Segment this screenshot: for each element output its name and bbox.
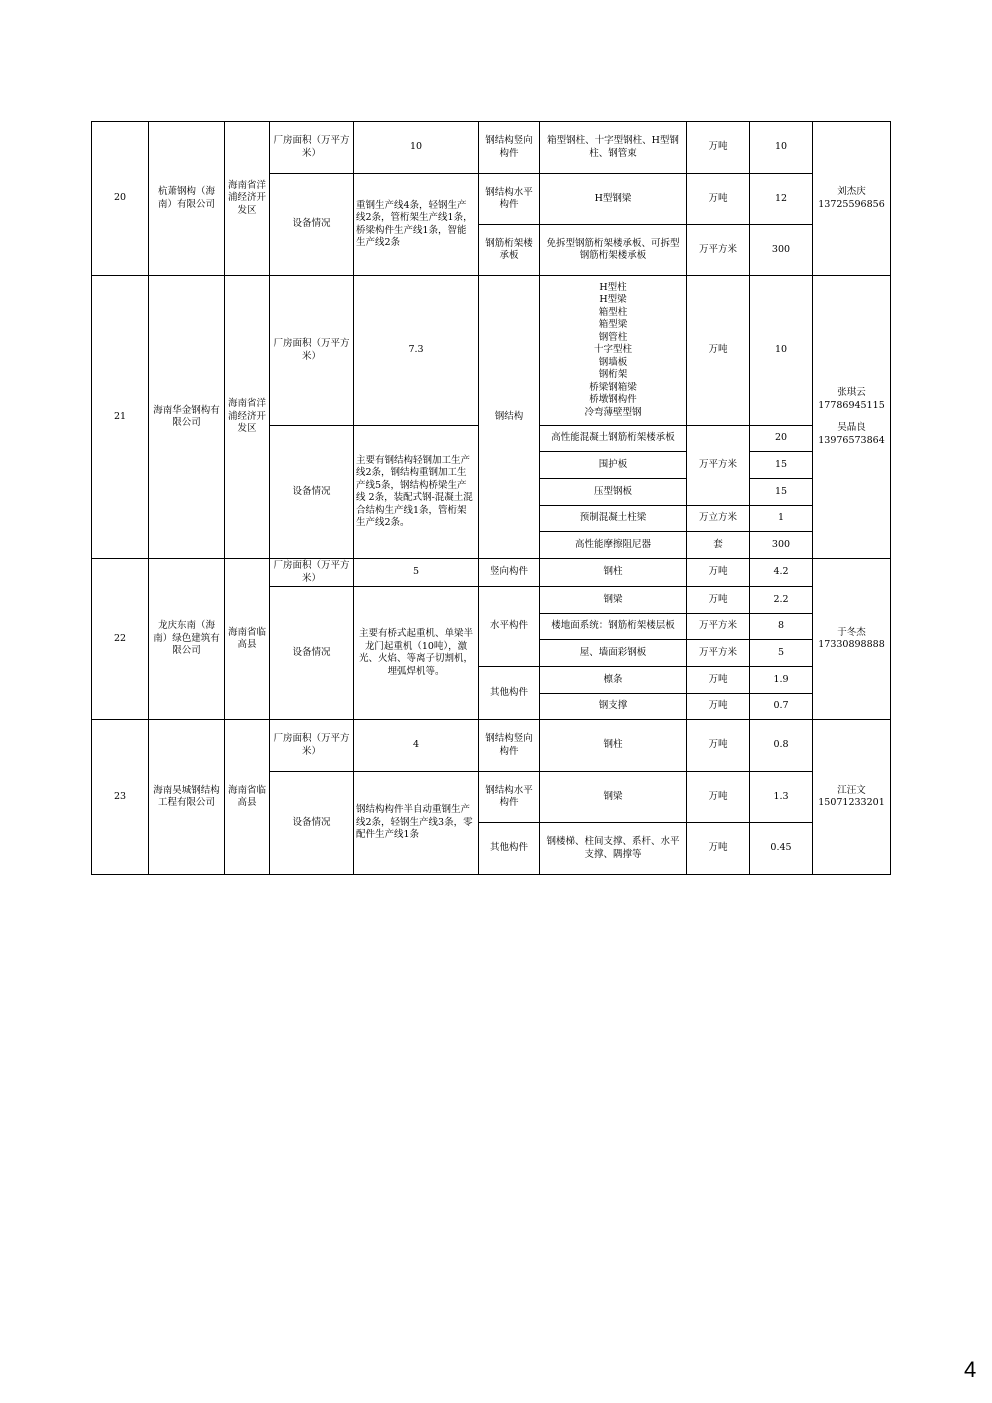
contact-phone: 13976573864: [818, 434, 885, 446]
equipment-description: 主要有桥式起重机、单梁半龙门起重机（10吨），激光、火焰、等离子切割机，埋弧焊机等。: [354, 587, 479, 720]
capacity-value: 300: [750, 225, 813, 276]
company-location: 海南省临高县: [225, 559, 270, 720]
capacity-value: 10: [750, 276, 813, 426]
product-name: 钢柱: [540, 559, 687, 587]
product-name: 箱型柱: [598, 306, 628, 318]
contact-cell: [813, 276, 891, 559]
product-name: H型梁: [599, 294, 627, 306]
capacity-unit: 万吨: [687, 276, 750, 426]
capacity-value: 2.2: [750, 587, 813, 614]
capacity-value: 15: [750, 452, 813, 479]
factory-area-value: 4: [354, 720, 479, 772]
contact-name: 江汪文: [837, 784, 866, 796]
product-category: 水平构件: [479, 587, 540, 667]
equipment-label: 设备情况: [270, 587, 354, 720]
product-name: 高性能混凝土钢筋桁架楼承板: [540, 426, 687, 452]
product-category: 钢结构水平构件: [479, 174, 540, 225]
capacity-value: 5: [750, 640, 813, 667]
equipment-description: 主要有钢结构轻钢加工生产线2条，钢结构重钢加工生产线5条，钢结构桥梁生产线 2条，装配式钢-混凝土混合结构生产线1条，管桁架生产线2条。: [354, 426, 479, 559]
company-location: 海南省临高县: [225, 720, 270, 875]
company-name: 海南昊城钢结构工程有限公司: [149, 720, 225, 875]
product-name: 压型钢板: [540, 479, 687, 506]
product-name: H型钢梁: [540, 174, 687, 225]
capacity-unit: 万平方米: [687, 426, 750, 506]
contact-name: 吴晶良: [837, 422, 866, 433]
product-category: 钢结构竖向构件: [479, 720, 540, 772]
capacity-unit: 万平方米: [687, 614, 750, 640]
capacity-unit: 套: [687, 532, 750, 559]
product-category: 钢结构竖向构件: [479, 122, 540, 174]
factory-area-label: 厂房面积（万平方米）: [270, 720, 354, 772]
capacity-unit: 万吨: [687, 823, 750, 875]
company-name: 海南华金钢构有限公司: [149, 276, 225, 559]
contact-cell: [813, 720, 891, 875]
product-category: 其他构件: [479, 823, 540, 875]
product-name: 箱型梁: [598, 319, 628, 331]
enterprise-capacity-table: [91, 121, 891, 875]
factory-area-value: 5: [354, 559, 479, 587]
capacity-unit: 万吨: [687, 122, 750, 174]
capacity-unit: 万吨: [687, 694, 750, 720]
equipment-label: 设备情况: [270, 772, 354, 875]
equipment-label: 设备情况: [270, 174, 354, 276]
product-name: 钢楼梯、柱间支撑、系杆、水平支撑、隅撑等: [540, 823, 687, 875]
product-category: 钢结构水平构件: [479, 772, 540, 823]
product-category: 钢结构: [479, 276, 540, 559]
product-name: 钢支撑: [540, 694, 687, 720]
capacity-value: 15: [750, 479, 813, 506]
product-name: 檩条: [540, 667, 687, 694]
product-name: 钢桁架: [598, 369, 628, 381]
capacity-value: 4.2: [750, 559, 813, 587]
product-name: 预制混凝土柱梁: [540, 506, 687, 532]
product-name: 围护板: [540, 452, 687, 479]
capacity-unit: 万吨: [687, 559, 750, 587]
capacity-value: 8: [750, 614, 813, 640]
capacity-value: 1.9: [750, 667, 813, 694]
capacity-unit: 万平方米: [687, 225, 750, 276]
product-name: 钢梁: [540, 587, 687, 614]
product-name: 楼地面系统：钢筋桁架楼层板: [540, 614, 687, 640]
contact-name: 刘杰庆: [837, 186, 866, 197]
product-name: 屋、墙面彩钢板: [540, 640, 687, 667]
capacity-unit: 万吨: [687, 587, 750, 614]
serial-number: 22: [92, 559, 149, 720]
product-list: [540, 276, 687, 426]
product-category: 钢筋桁架楼承板: [479, 225, 540, 276]
company-name: 龙庆东南（海南）绿色建筑有限公司: [149, 559, 225, 720]
capacity-value: 1: [750, 506, 813, 532]
product-name: 桥墩钢构件: [589, 394, 637, 406]
factory-area-label: 厂房面积（万平方米）: [270, 559, 354, 587]
company-location: 海南省洋浦经济开发区: [225, 122, 270, 276]
factory-area-value: 7.3: [354, 276, 479, 426]
company-location: 海南省洋浦经济开发区: [225, 276, 270, 559]
contact-cell: [813, 122, 891, 276]
page-number: 4: [964, 1357, 977, 1382]
capacity-unit: 万平方米: [687, 640, 750, 667]
product-category: 竖向构件: [479, 559, 540, 587]
serial-number: 21: [92, 276, 149, 559]
capacity-unit: 万立方米: [687, 506, 750, 532]
capacity-value: 300: [750, 532, 813, 559]
product-name: 钢墙板: [598, 356, 628, 368]
factory-area-label: 厂房面积（万平方米）: [270, 276, 354, 426]
equipment-label: 设备情况: [270, 426, 354, 559]
table-row: [92, 276, 891, 426]
capacity-value: 0.8: [750, 720, 813, 772]
contact-phone: 17786945115: [818, 399, 885, 411]
capacity-unit: 万吨: [687, 667, 750, 694]
product-name: 钢梁: [540, 772, 687, 823]
product-name: 十字型柱: [593, 344, 632, 356]
equipment-description: 重钢生产线4条，轻钢生产线2条，管桁架生产线1条，桥梁构件生产线1条，智能生产线2条: [354, 174, 479, 276]
capacity-unit: 万吨: [687, 772, 750, 823]
capacity-value: 12: [750, 174, 813, 225]
product-name: 桥梁钢箱梁: [589, 381, 637, 393]
contact-phone: 15071233201: [818, 797, 885, 808]
product-name: 箱型钢柱、十字型钢柱、H型钢柱、钢管束: [540, 122, 687, 174]
table-row: [92, 720, 891, 772]
product-name: 冷弯薄壁型钢: [584, 406, 642, 418]
company-name: 杭萧钢构（海南）有限公司: [149, 122, 225, 276]
capacity-value: 0.7: [750, 694, 813, 720]
product-name: H型柱: [599, 281, 627, 293]
product-name: 免拆型钢筋桁架楼承板、可拆型钢筋桁架楼承板: [540, 225, 687, 276]
table-row: [92, 559, 891, 587]
product-name: 钢柱: [540, 720, 687, 772]
capacity-value: 0.45: [750, 823, 813, 875]
serial-number: 23: [92, 720, 149, 875]
contact-phone: 13725596856: [818, 198, 885, 210]
contact-name: 于冬杰: [837, 626, 866, 638]
contact-phone: 17330898888: [818, 639, 885, 650]
capacity-unit: 万吨: [687, 720, 750, 772]
capacity-value: 1.3: [750, 772, 813, 823]
capacity-unit: 万吨: [687, 174, 750, 225]
equipment-description: 钢结构构件半自动重钢生产线2条，轻钢生产线3条，零配件生产线1条: [354, 772, 479, 875]
contact-name: 张琪云: [837, 387, 866, 398]
capacity-value: 20: [750, 426, 813, 452]
product-name: 钢管柱: [598, 331, 628, 343]
factory-area-label: 厂房面积（万平方米）: [270, 122, 354, 174]
serial-number: 20: [92, 122, 149, 276]
factory-area-value: 10: [354, 122, 479, 174]
product-category: 其他构件: [479, 667, 540, 720]
contact-cell: [813, 559, 891, 720]
table-row: [92, 122, 891, 174]
product-name: 高性能摩擦阻尼器: [540, 532, 687, 559]
capacity-value: 10: [750, 122, 813, 174]
